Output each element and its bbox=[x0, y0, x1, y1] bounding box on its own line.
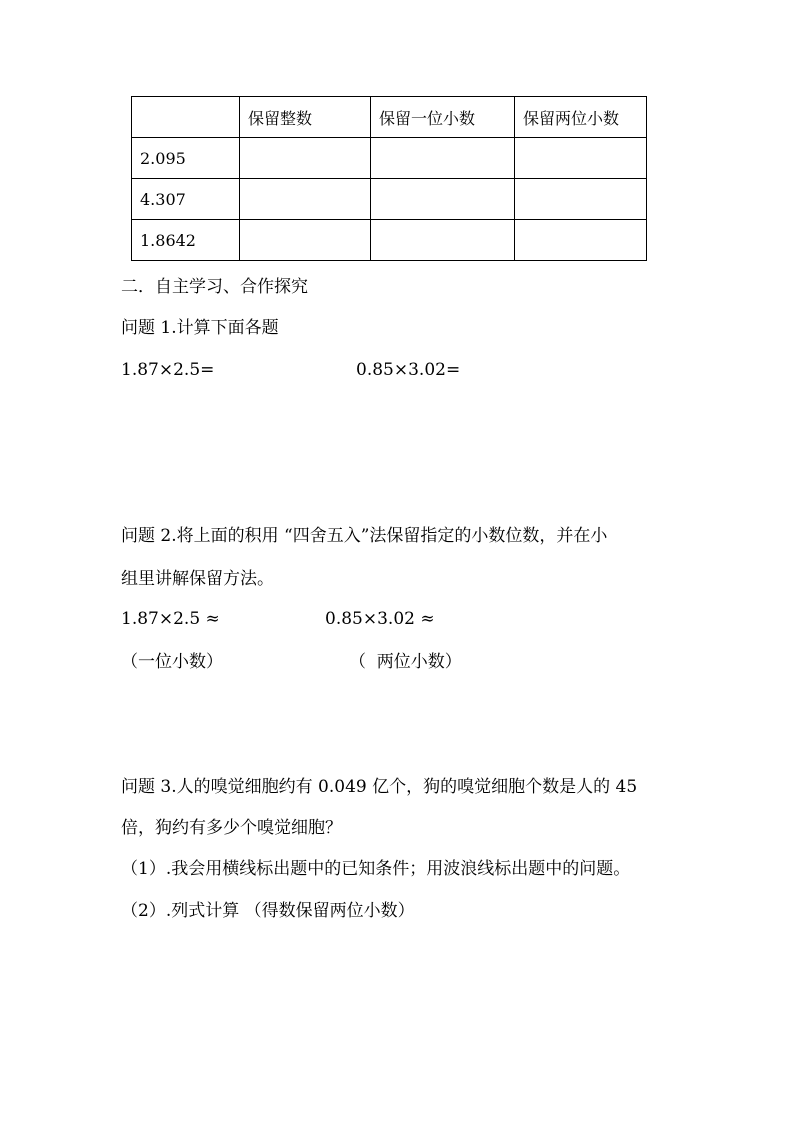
table-row bbox=[132, 220, 647, 261]
question-3-line-2: 倍，狗约有多少个嗅觉细胞？ bbox=[121, 818, 342, 838]
table-header-cell: 保留一位小数 bbox=[371, 97, 515, 138]
table-row bbox=[132, 179, 647, 220]
question-3-step-1: （1）.我会用横线标出题中的已知条件；用波浪线标出题中的问题。 bbox=[121, 859, 631, 879]
question-2-note-a: （一位小数） bbox=[121, 652, 223, 672]
table-cell bbox=[240, 179, 371, 220]
question-3-step-2: （2）.列式计算 （得数保留两位小数） bbox=[121, 901, 415, 921]
table-header-cell: 保留两位小数 bbox=[515, 97, 647, 138]
question-1-expr-a: 1.87×2.5= bbox=[121, 360, 215, 380]
question-1-title: 问题 1.计算下面各题 bbox=[121, 318, 279, 338]
table-cell bbox=[515, 179, 647, 220]
section-heading: 二．自主学习、合作探究 bbox=[121, 277, 308, 297]
table-cell: 4.307 bbox=[132, 179, 240, 220]
rounding-table bbox=[131, 96, 647, 261]
table-cell bbox=[371, 138, 515, 179]
table-cell bbox=[240, 220, 371, 261]
table-cell: 1.8642 bbox=[132, 220, 240, 261]
table-cell bbox=[371, 179, 515, 220]
table-cell bbox=[515, 138, 647, 179]
table-cell bbox=[371, 220, 515, 261]
question-2-note-b: （ 两位小数） bbox=[349, 652, 462, 672]
table-cell bbox=[515, 220, 647, 261]
table-cell: 2.095 bbox=[132, 138, 240, 179]
question-2-expr-b: 0.85×3.02 ≈ bbox=[325, 609, 435, 629]
table-row bbox=[132, 138, 647, 179]
question-2-expr-a: 1.87×2.5 ≈ bbox=[121, 609, 220, 629]
table-header-cell bbox=[132, 97, 240, 138]
question-2-line-2: 组里讲解保留方法。 bbox=[121, 569, 274, 589]
table-header-row bbox=[132, 97, 647, 138]
question-2-line-1: 问题 2.将上面的积用 “四舍五入”法保留指定的小数位数，并在小 bbox=[121, 526, 608, 546]
question-1-expr-b: 0.85×3.02= bbox=[356, 360, 461, 380]
table-header-cell: 保留整数 bbox=[240, 97, 371, 138]
question-3-line-1: 问题 3.人的嗅觉细胞约有 0.049 亿个，狗的嗅觉细胞个数是人的 45 bbox=[121, 777, 638, 797]
table-cell bbox=[240, 138, 371, 179]
